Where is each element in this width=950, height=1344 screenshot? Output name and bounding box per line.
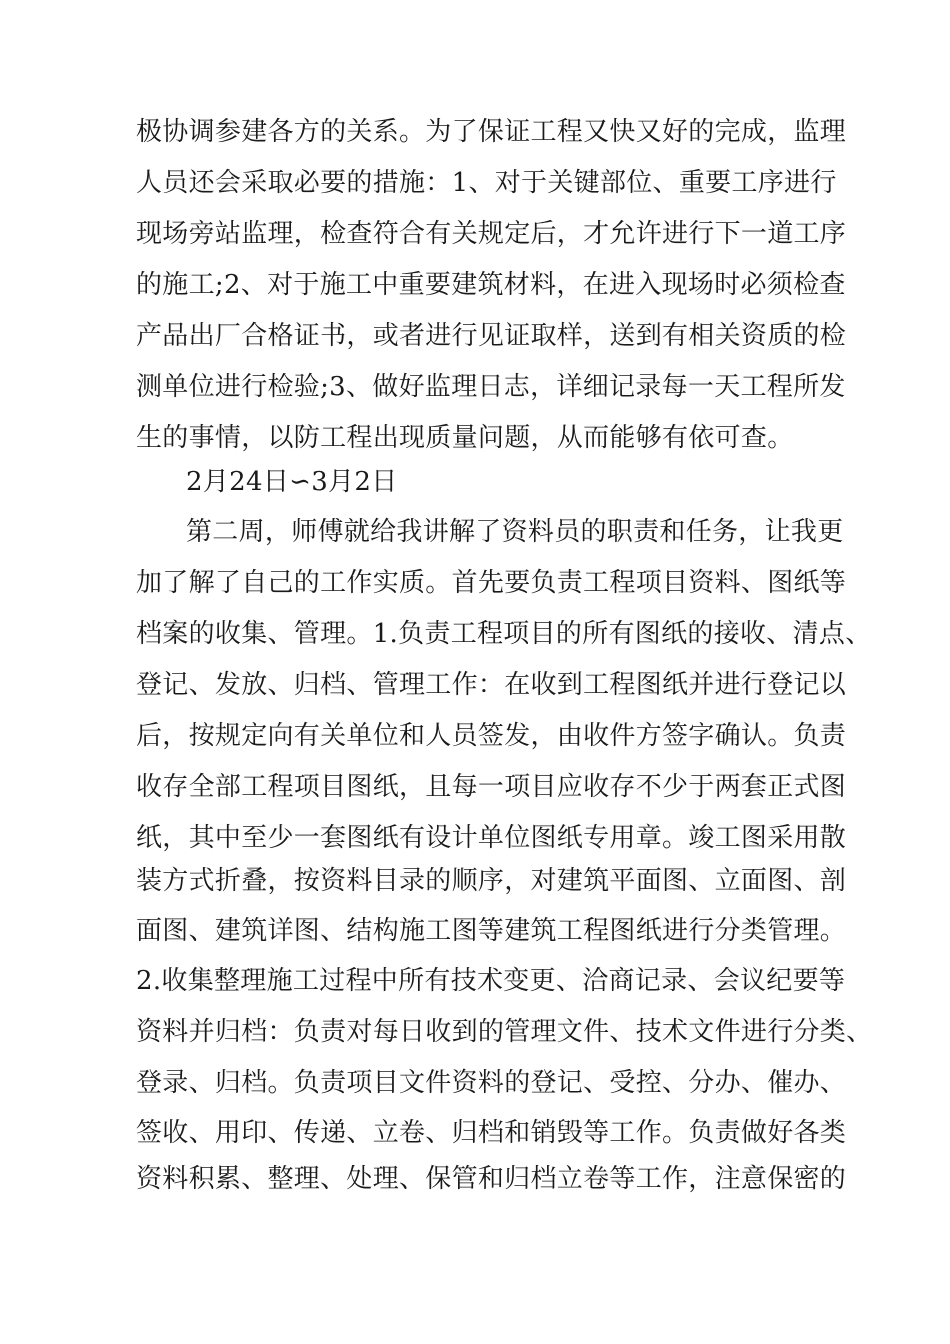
- paragraph-line: 极协调参建各方的关系。为了保证工程又快又好的完成，监理: [136, 117, 847, 147]
- paragraph-line: 纸，其中至少一套图纸有设计单位图纸专用章。竣工图采用散: [136, 823, 847, 853]
- paragraph-line: 人员还会采取必要的措施：1、对于关键部位、重要工序进行: [136, 168, 837, 198]
- paragraph-line: 第二周，师傅就给我讲解了资料员的职责和任务，让我更: [186, 517, 844, 547]
- paragraph-line: 登录、归档。负责项目文件资料的登记、受控、分办、催办、: [136, 1068, 847, 1098]
- paragraph-line: 装方式折叠，按资料目录的顺序，对建筑平面图、立面图、剖: [136, 866, 847, 896]
- paragraph-line: 2.收集整理施工过程中所有技术变更、洽商记录、会议纪要等: [136, 966, 846, 996]
- paragraph-line: 面图、建筑详图、结构施工图等建筑工程图纸进行分类管理。: [136, 916, 847, 946]
- paragraph-line: 测单位进行检验;3、做好监理日志，详细记录每一天工程所发: [136, 372, 846, 402]
- paragraph-line: 资料积累、整理、处理、保管和归档立卷等工作，注意保密的: [136, 1164, 847, 1194]
- paragraph-line: 登记、发放、归档、管理工作：在收到工程图纸并进行登记以: [136, 670, 847, 700]
- paragraph-line: 收存全部工程项目图纸，且每一项目应收存不少于两套正式图: [136, 772, 847, 802]
- paragraph-line: 加了解了自己的工作实质。首先要负责工程项目资料、图纸等: [136, 568, 847, 598]
- paragraph-line: 资料并归档：负责对每日收到的管理文件、技术文件进行分类、: [136, 1017, 873, 1047]
- paragraph-line: 生的事情，以防工程出现质量问题，从而能够有依可查。: [136, 423, 794, 453]
- paragraph-line: 签收、用印、传递、立卷、归档和销毁等工作。负责做好各类: [136, 1118, 847, 1148]
- date-heading: 2月24日∽3月2日: [186, 467, 398, 497]
- paragraph-line: 的施工;2、对于施工中重要建筑材料，在进入现场时必须检查: [136, 270, 846, 300]
- paragraph-line: 现场旁站监理，检查符合有关规定后，才允许进行下一道工序: [136, 219, 847, 249]
- paragraph-line: 档案的收集、管理。1.负责工程项目的所有图纸的接收、清点、: [136, 619, 872, 649]
- paragraph-line: 后，按规定向有关单位和人员签发，由收件方签字确认。负责: [136, 721, 847, 751]
- paragraph-line: 产品出厂合格证书，或者进行见证取样，送到有相关资质的检: [136, 321, 847, 351]
